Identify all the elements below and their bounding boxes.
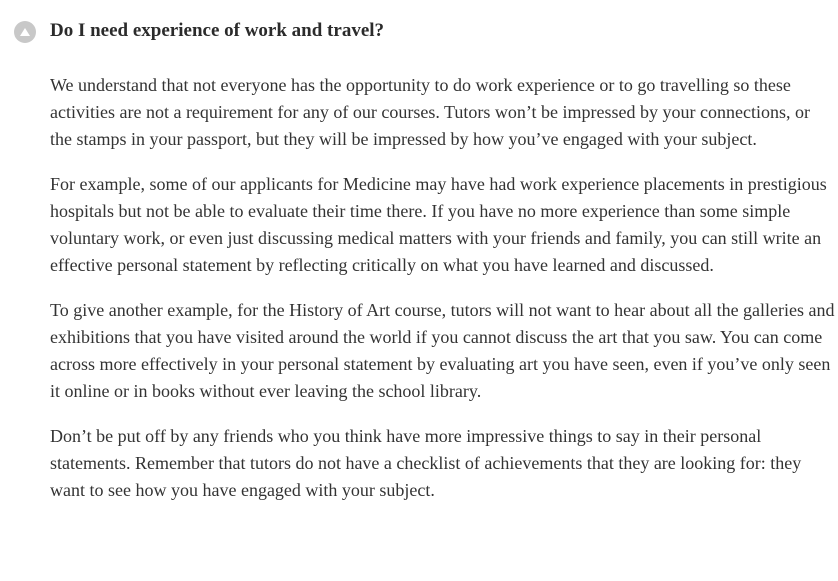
faq-question[interactable]: Do I need experience of work and travel? — [50, 20, 385, 41]
faq-answer — [50, 72, 836, 522]
answer-paragraph-4: Don’t be put off by any friends who you think have more impressive things to say in their personal statements. Remember that tutors do not have a checklist of achievements that they are looking for: they want to see how you have engaged with your subject. — [50, 426, 802, 500]
answer-paragraph-1: We understand that not everyone has the opportunity to do work experience or to go travelling so these activities are not a requirement for any of our courses. Tutors won’t be impressed by your connections, or the stamps in your passport, but they will be impressed by how you’ve engaged with your subject. — [50, 75, 810, 149]
answer-paragraph-2: For example, some of our applicants for Medicine may have had work experience placements in prestigious hospitals but not be able to evaluate their time there. If you have no more experience than some simple voluntary work, or even just discussing medical matters with your friends and family, you can still write an effective personal statement by reflecting critically on what you have learned and discussed. — [50, 174, 827, 275]
faq-question-header[interactable] — [0, 0, 838, 60]
answer-paragraph-3: To give another example, for the History of Art course, tutors will not want to hear about all the galleries and exhibitions that you have visited around the world if you cannot discuss the art that you saw. You can come across more effectively in your personal statement by evaluating art you have seen, even if you’ve only seen it online or in books without ever leaving the school library. — [50, 300, 835, 401]
chevron-up-icon[interactable] — [14, 21, 36, 43]
